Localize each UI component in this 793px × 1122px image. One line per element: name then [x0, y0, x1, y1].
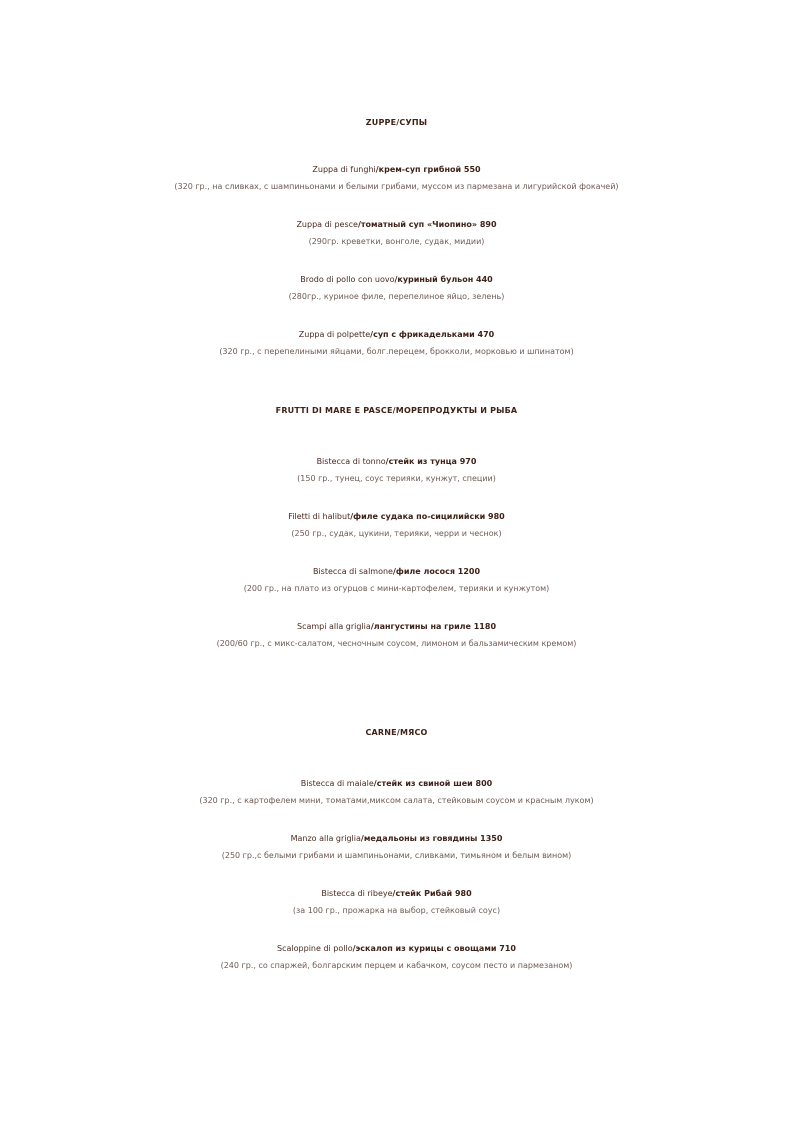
item-name-ru-price: /филе лосося 1200 [392, 567, 481, 576]
item-name-it: Bistecca di salmone [312, 567, 393, 576]
item-name-ru-price: /куриный бульон 440 [394, 275, 493, 284]
item-name-it: Scampi alla griglia [296, 622, 371, 631]
item-name-it: Bistecca di maiale [300, 779, 374, 788]
section-title: FRUTTI DI MARE E PASCE/МОРЕПРОДУКТЫ И РЫБА [275, 406, 518, 415]
item-name-it: Zuppa di pesce [296, 220, 358, 229]
item-description: (240 гр., со спаржей, болгарским перцем и кабачком, соусом песто и пармезаном) [220, 961, 573, 970]
menu-item [0, 617, 793, 651]
menu-item [0, 160, 793, 194]
item-name-it: Bistecca di tonno [316, 457, 386, 466]
item-description: (280гр., куриное филе, перепелиное яйцо, зелень) [288, 292, 505, 301]
section-seafood [0, 400, 793, 651]
menu-item [0, 215, 793, 249]
menu-item [0, 884, 793, 918]
item-description: (за 100 гр., прожарка на выбор, стейковый соус) [292, 906, 501, 915]
item-description: (290гр. креветки, вонголе, судак, мидии) [308, 237, 485, 246]
item-name-ru-price: /крем-суп грибной 550 [375, 165, 481, 174]
item-name-it: Manzo alla griglia [290, 834, 361, 843]
menu-item [0, 507, 793, 541]
item-name-ru-price: /томатный суп «Чиопино» 890 [357, 220, 497, 229]
item-name-ru-price: /лангустины на гриле 1180 [370, 622, 497, 631]
item-name-it: Brodo di pollo con uovo [300, 275, 395, 284]
item-description: (200 гр., на плато из огурцов с мини-картофелем, терияки и кунжутом) [243, 584, 550, 593]
item-name-it: Zuppa di funghi [312, 165, 376, 174]
menu-item [0, 829, 793, 863]
menu-item [0, 562, 793, 596]
item-description: (320 гр., с перепелиными яйцами, болг.перецем, брокколи, морковью и шпинатом) [219, 347, 574, 356]
section-meat [0, 722, 793, 973]
item-description: (250 гр., судак, цукини, терияки, черри и чеснок) [291, 529, 502, 538]
item-name-it: Zuppa di polpette [298, 330, 371, 339]
section-title: ZUPPE/СУПЫ [365, 118, 428, 127]
item-description: (320 гр., на сливках, с шампиньонами и белыми грибами, муссом из пармезана и лигурийской фокачей) [174, 182, 619, 191]
item-name-it: Scaloppine di pollo [277, 944, 353, 953]
menu-item [0, 452, 793, 486]
item-name-ru-price: /эскалоп из курицы с овощами 710 [352, 944, 516, 953]
section-title: CARNE/МЯСО [365, 728, 428, 737]
menu-item [0, 774, 793, 808]
item-name-ru-price: /стейк Рибай 980 [392, 889, 472, 898]
item-name-ru-price: /филе судака по-сицилийски 980 [350, 512, 505, 521]
item-name-it: Filetti di halibut [288, 512, 351, 521]
section-soups [0, 112, 793, 359]
item-name-ru-price: /суп с фрикадельками 470 [370, 330, 495, 339]
menu-item [0, 939, 793, 973]
item-description: (250 гр.,с белыми грибами и шампиньонами, сливками, тимьяном и белым вином) [221, 851, 572, 860]
item-name-ru-price: /стейк из свиной шеи 800 [373, 779, 493, 788]
item-name-ru-price: /стейк из тунца 970 [385, 457, 477, 466]
item-description: (150 гр., тунец, соус терияки, кунжут, специи) [297, 474, 496, 483]
menu-item [0, 270, 793, 304]
item-name-it: Bistecca di ribeye [321, 889, 393, 898]
item-name-ru-price: /медальоны из говядины 1350 [360, 834, 503, 843]
item-description: (200/60 гр., с микс-салатом, чесночным соусом, лимоном и бальзамическим кремом) [216, 639, 577, 648]
item-description: (320 гр., с картофелем мини, томатами,миксом салата, стейковым соусом и красным луком) [199, 796, 594, 805]
menu-item [0, 325, 793, 359]
